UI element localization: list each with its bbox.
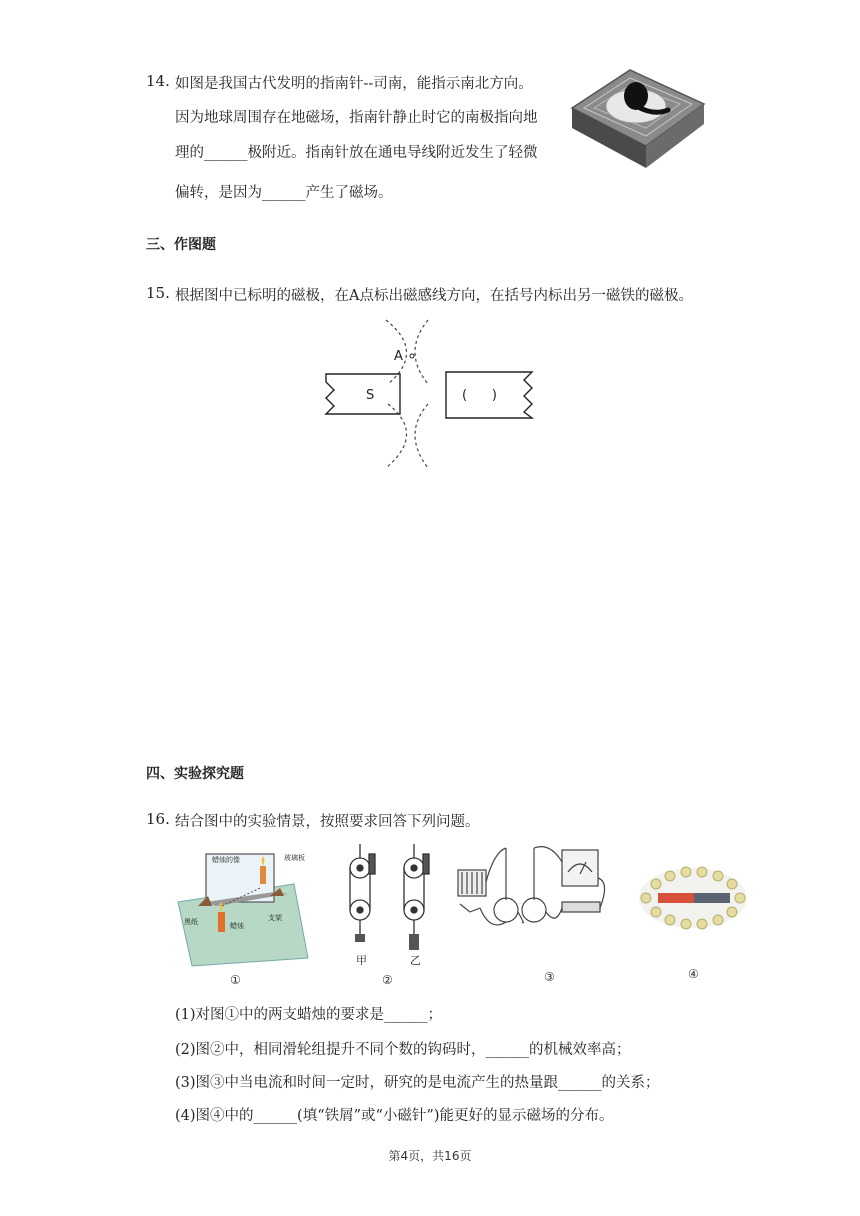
label-candle: 蜡烛 <box>230 922 244 930</box>
section-title-experiment: 四、实验探究题 <box>146 766 244 782</box>
label-jia: 甲 <box>356 954 367 967</box>
question-16-number: 16. <box>146 810 170 828</box>
figure-2-pulley-systems <box>334 840 444 970</box>
label-glass-plate: 玻璃板 <box>284 854 305 862</box>
figure-1-plane-mirror-experiment <box>172 846 312 970</box>
right-magnet-pole-bracket: ( ) <box>462 388 497 403</box>
question-16-text: 结合图中的实验情景，按照要求回答下列问题。 <box>175 814 480 830</box>
label-candle-image: 蜡烛的像 <box>212 856 240 864</box>
label-black-paper: 黑纸 <box>184 918 198 926</box>
point-a-marker <box>410 354 414 358</box>
figure-4-magnet-compasses <box>636 860 750 936</box>
point-a-label: A <box>394 349 403 364</box>
label-yi: 乙 <box>410 954 421 967</box>
question-16-item-1: (1)对图①中的两支蜡烛的要求是______； <box>175 1007 443 1023</box>
sinan-compass-image <box>564 66 710 176</box>
figure-3-joule-heating-circuit <box>450 842 610 940</box>
question-15-text: 根据图中已标明的磁极，在A点标出磁感线方向，在括号内标出另一磁铁的磁极。 <box>175 288 693 304</box>
label-support: 支架 <box>268 914 282 922</box>
question-16-item-4: (4)图④中的______(填“铁屑”或“小磁针”)能更好的显示磁场的分布。 <box>175 1108 614 1124</box>
figure-4-caption: ④ <box>688 967 699 981</box>
magnet-field-figure <box>316 318 548 470</box>
left-magnet-pole-label: S <box>366 388 375 403</box>
figure-3-caption: ③ <box>544 970 555 984</box>
question-16-item-3: (3)图③中当电流和时间一定时，研究的是电流产生的热量跟______的关系； <box>175 1075 660 1091</box>
question-15-number: 15. <box>146 284 170 302</box>
figure-2-caption: ② <box>382 973 393 987</box>
question-14-line-3: 理的______极附近。指南针放在通电导线附近发生了轻微 <box>175 145 538 161</box>
question-14-number: 14. <box>146 72 170 90</box>
figure-1-caption: ① <box>230 973 241 987</box>
section-title-drawing: 三、作图题 <box>146 237 216 253</box>
question-14-line-4: 偏转，是因为______产生了磁场。 <box>175 185 393 201</box>
question-14-line-1: 如图是我国古代发明的指南针--司南，能指示南北方向。 <box>175 76 533 92</box>
page-footer: 第4页，共16页 <box>388 1149 472 1163</box>
question-16-item-2: (2)图②中，相同滑轮组提升不同个数的钩码时，______的机械效率高； <box>175 1042 631 1058</box>
question-14-line-2: 因为地球周围存在地磁场，指南针静止时它的南极指向地 <box>175 110 538 126</box>
